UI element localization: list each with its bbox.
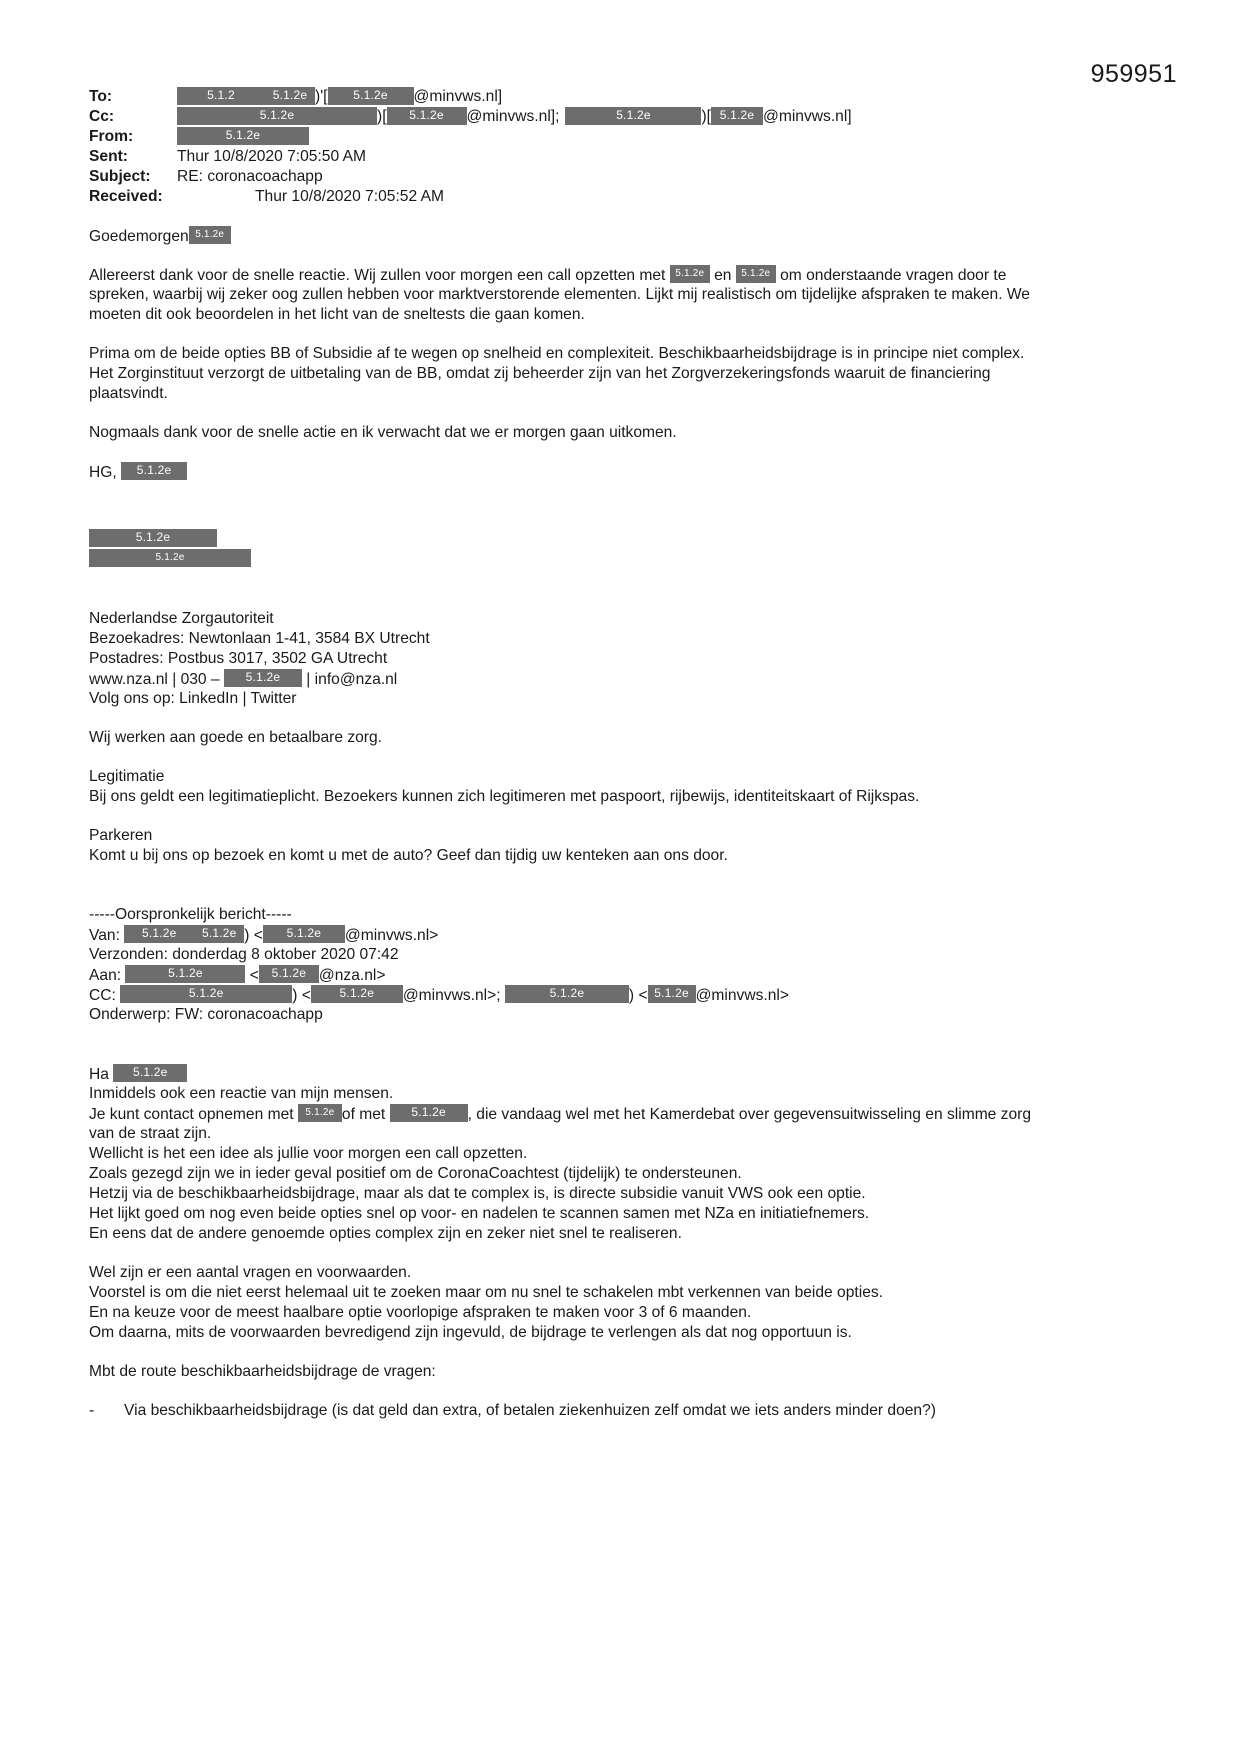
- redaction-to-3: 5.1.2e: [328, 87, 414, 105]
- redaction-phone: 5.1.2e: [224, 669, 302, 687]
- sig-follow: Volg ons op: LinkedIn | Twitter: [89, 690, 297, 707]
- original-van: Van: 5.1.2e 5.1.2e ) < 5.1.2e @minvws.nl>: [89, 926, 439, 944]
- redaction-van-1: 5.1.2e: [124, 925, 194, 943]
- redaction-p1-2: 5.1.2e: [736, 265, 776, 283]
- sent-label: Sent:: [89, 148, 128, 165]
- cc-separator-2: )[: [701, 108, 712, 125]
- from-label: From:: [89, 128, 134, 145]
- reply-paragraph-3: Nogmaals dank voor de snelle actie en ik verwacht dat we er morgen gaan uitkomen.: [89, 424, 677, 441]
- redaction-van-3: 5.1.2e: [263, 925, 345, 943]
- redaction-cc-1: 5.1.2e: [177, 107, 377, 125]
- redaction-sig-2: 5.1.2e: [89, 549, 251, 567]
- sent-value: Thur 10/8/2020 7:05:50 AM: [177, 148, 366, 165]
- original-greeting: Ha 5.1.2e: [89, 1064, 1149, 1084]
- sig-parkeren: Parkeren Komt u bij ons op bezoek en komt u met de auto? Geef dan tijdig uw kenteken aan ons door.: [89, 827, 728, 864]
- bullet-dash: -: [89, 1402, 95, 1419]
- redaction-occ-3: 5.1.2e: [505, 985, 629, 1003]
- document-number: 959951: [1090, 60, 1177, 88]
- redaction-greeting: 5.1.2e: [189, 226, 231, 244]
- email-body: [89, 87, 1149, 1421]
- redaction-to-2: 5.1.2e: [265, 87, 315, 105]
- redaction-from: 5.1.2e: [177, 127, 309, 145]
- redaction-cc-2: 5.1.2e: [387, 107, 467, 125]
- reply-paragraph-2: Prima om de beide opties BB of Subsidie af te wegen op snelheid en complexiteit. Beschikbaarheidsbijdrage is in principe niet complex. Het Zorginstituut verzorgt de uitbetaling van de BB, omdat zij beheerder zijn van het Zorgverzekeringsfonds waaruit de financiering plaatsvindt.: [89, 345, 1025, 402]
- redaction-to-1: 5.1.2: [177, 87, 265, 105]
- signature-block: [89, 609, 1149, 709]
- redaction-occ-4: 5.1.2e: [648, 985, 696, 1003]
- to-row: [89, 87, 1149, 107]
- original-route: Mbt de route beschikbaarheidsbijdrage de vragen:: [89, 1363, 436, 1380]
- sig-contact: www.nza.nl | 030 – 5.1.2e | info@nza.nl: [89, 670, 398, 688]
- sig-org: Nederlandse Zorgautoriteit: [89, 610, 274, 627]
- cc-label: Cc:: [89, 108, 115, 125]
- original-conditions: Wel zijn er een aantal vragen en voorwaarden. Voorstel is om die niet eerst helemaal uit te zoeken maar om nu snel te schakelen mbt verkennen van beide opties. En na keuze voor de meest haalbare optie voorlopige afspraken te maken voor 3 of 6 maanden. Om daarna, mits de voorwaarden bevredigend zijn ingevuld, de bijdrage te verlengen als dat nog opportuun is.: [89, 1264, 883, 1341]
- original-sent: Verzonden: donderdag 8 oktober 2020 07:42: [89, 946, 399, 963]
- sig-tagline: Wij werken aan goede en betaalbare zorg.: [89, 729, 382, 746]
- received-value: Thur 10/8/2020 7:05:52 AM: [255, 188, 444, 205]
- redaction-aan-2: 5.1.2e: [259, 965, 319, 983]
- reply-paragraph-1: Allereerst dank voor de snelle reactie. Wij zullen voor morgen een call opzetten met 5.1.2e en 5.1.2e om onderstaande vragen door te spreken, waarbij wij zeker oog zullen hebben voor marktverstorende elementen. Lijkt mij realistisch om tijdelijke afspraken te maken. We moeten dit ook beoordelen in het licht van de sneltests die gaan komen.: [89, 267, 1030, 323]
- redaction-contact-2: 5.1.2e: [390, 1104, 468, 1122]
- sig-legitimatie: Legitimatie Bij ons geldt een legitimatieplicht. Bezoekers kunnen zich legitimeren met paspoort, rijbewijs, identiteitskaart of Rijkspas.: [89, 768, 920, 805]
- bullet-item: [89, 1401, 1149, 1421]
- cc-separator-1: )[: [377, 108, 387, 125]
- original-body: Ha 5.1.2e Inmiddels ook een reactie van mijn mensen. Je kunt contact opnemen met 5.1.2e of met 5.1.2e , die vandaag wel met het Kamerdebat over gegevensuitwisseling en slimme zorg van de straat zijn. Wellicht is het een idee als jullie voor morgen een call opzetten. Zoals gezegd zijn we in ieder geval positief om de CoronaCoachtest (tijdelijk) te ondersteunen. Hetzij via de beschikbaarheidsbijdrage, maar als dat te complex is, is directe subsidie vanuit VWS ook een optie. Het lijkt goed om nog even beide opties snel op voor- en nadelen te scannen samen met NZa en initiatiefnemers. En eens dat de andere genoemde opties complex zijn en zeker niet snel te realiseren.: [89, 1064, 1149, 1244]
- cc-email-1: @minvws.nl];: [466, 108, 560, 125]
- original-header: [89, 905, 1149, 1025]
- reply-greeting: Goedemorgen 5.1.2e: [89, 226, 1149, 246]
- redaction-sig-1: 5.1.2e: [89, 529, 217, 547]
- redaction-ha: 5.1.2e: [113, 1064, 187, 1082]
- signature-redactions: [89, 529, 1149, 567]
- subject-label: Subject:: [89, 168, 151, 185]
- redaction-cc-4: 5.1.2e: [711, 107, 763, 125]
- received-label: Received:: [89, 188, 163, 205]
- original-cc: CC: 5.1.2e ) < 5.1.2e @minvws.nl>; 5.1.2e ) < 5.1.2e @minvws.nl>: [89, 986, 789, 1004]
- sig-visit-address: Bezoekadres: Newtonlaan 1-41, 3584 BX Utrecht: [89, 630, 430, 647]
- sig-post-address: Postadres: Postbus 3017, 3502 GA Utrecht: [89, 650, 388, 667]
- received-row: [89, 187, 1149, 207]
- redaction-p1-1: 5.1.2e: [670, 265, 710, 283]
- redaction-van-2: 5.1.2e: [194, 925, 244, 943]
- redaction-contact-1: 5.1.2e: [298, 1104, 342, 1122]
- cc-row: [89, 107, 1149, 127]
- bullet-text: Via beschikbaarheidsbijdrage (is dat geld dan extra, of betalen ziekenhuizen zelf omdat we iets anders minder doen?): [124, 1402, 936, 1419]
- subject-value: RE: coronacoachapp: [177, 168, 323, 185]
- original-subject: Onderwerp: FW: coronacoachapp: [89, 1006, 323, 1023]
- sent-row: [89, 147, 1149, 167]
- original-aan: Aan: 5.1.2e < 5.1.2e @nza.nl>: [89, 966, 386, 984]
- redaction-closing: 5.1.2e: [121, 462, 187, 480]
- redaction-cc-3: 5.1.2e: [565, 107, 701, 125]
- redaction-occ-2: 5.1.2e: [311, 985, 403, 1003]
- to-separator: )'[: [315, 88, 328, 105]
- to-email-tail: @minvws.nl]: [413, 88, 503, 105]
- subject-row: [89, 167, 1149, 187]
- reply-closing: HG, 5.1.2e: [89, 462, 1149, 482]
- redaction-occ-1: 5.1.2e: [120, 985, 292, 1003]
- to-label: To:: [89, 88, 113, 105]
- original-divider: -----Oorspronkelijk bericht-----: [89, 906, 292, 923]
- redaction-aan-1: 5.1.2e: [125, 965, 245, 983]
- from-row: [89, 127, 1149, 147]
- cc-email-2: @minvws.nl]: [763, 108, 852, 125]
